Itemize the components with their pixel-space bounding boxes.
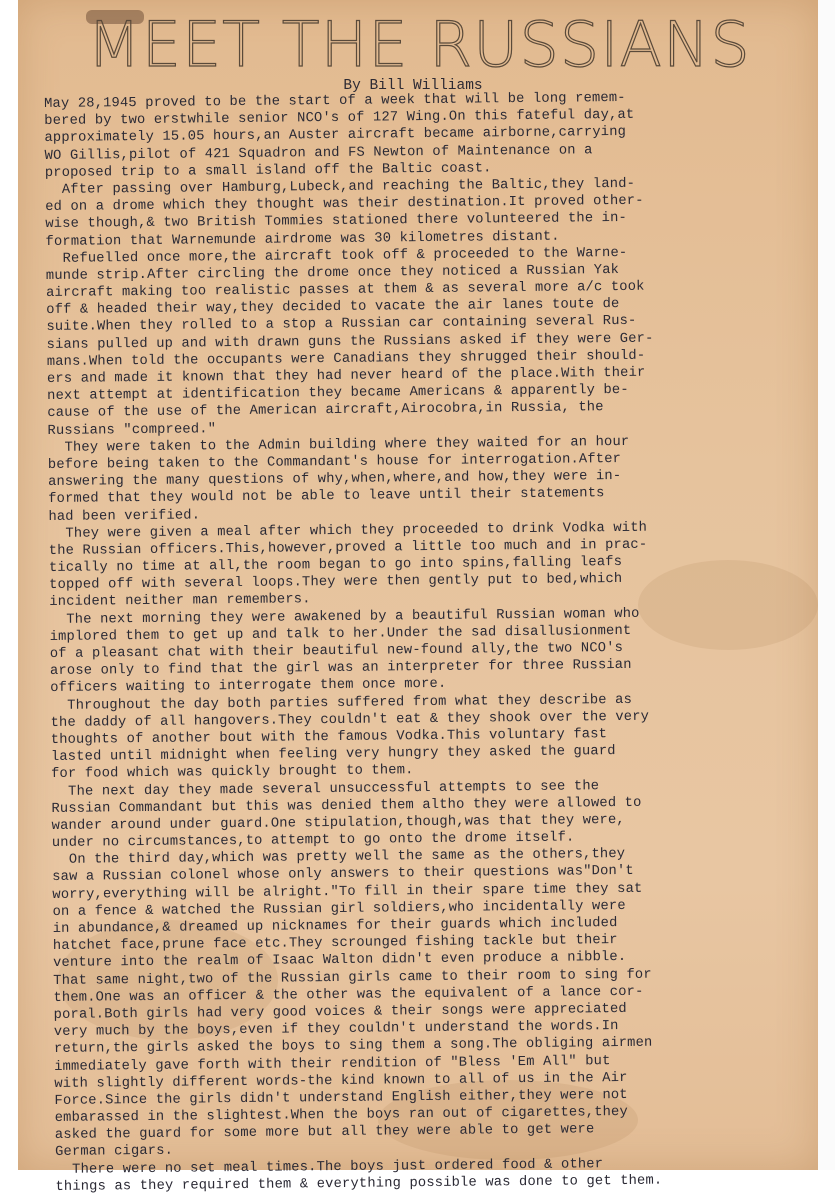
article-line: had been verified. xyxy=(48,507,201,525)
byline: By Bill Williams xyxy=(343,78,483,94)
article-line: ers and made it known that they had never heard of the place.With their xyxy=(46,365,646,387)
article-line: lasted until midnight when feeling very hungry they asked the guard xyxy=(50,744,616,766)
article-line: tically no time at all,the room began to go into spins,falling leafs xyxy=(48,555,623,577)
article-line: The next day they made several unsuccessful attempts to see the xyxy=(51,778,600,800)
article-line: WO Gillis,pilot of 421 Squadron and FS Newton of Maintenance on a xyxy=(44,142,593,164)
article-line: immediately gave forth with their rendition of "Bless 'Em All" but xyxy=(54,1053,611,1075)
article-line: incident neither man remembers. xyxy=(49,592,311,611)
article-line: on a fence & watched the Russian girl soldiers,who incidentally were xyxy=(52,898,626,920)
article-line: After passing over Hamburg,Lubeck,and reaching the Baltic,they land- xyxy=(44,176,636,198)
article-line: Force.Since the girls didn't understand English either,they were not xyxy=(54,1087,628,1109)
article-line: The next morning they were awakened by a beautiful Russian woman who xyxy=(49,606,640,628)
article-line: topped off with several loops.They were then gently put to bed,which xyxy=(49,572,623,594)
article-line: aircraft making too realistic passes at them & as several more a/c took xyxy=(45,279,645,302)
article-line: them.One was an officer & the other was the equivalent of a lance cor- xyxy=(53,984,644,1006)
article-line: in abundance,& dreamed up nicknames for their guards which included xyxy=(52,916,618,937)
article-line: ed on a drome which they thought was their destination.It proved other- xyxy=(45,193,644,216)
article-line: approximately 15.05 hours,an Auster aircraft became airborne,carrying xyxy=(44,125,627,147)
article-line: Russians "compreed." xyxy=(47,421,217,439)
article-line: May 28,1945 proved to be the start of a week that will be long remem- xyxy=(44,90,626,112)
article-line: There were no set meal times.The boys just ordered food & other xyxy=(55,1156,604,1178)
article-line: saw a Russian colonel whose only answers to their questions was"Don't xyxy=(52,864,634,886)
article-line: for food which was quickly brought to them. xyxy=(51,763,414,783)
article-line: worry,everything will be alright."To fill in their spare time they sat xyxy=(52,881,643,903)
article-line: under no circumstances,to attempt to go onto the drome itself. xyxy=(51,830,575,852)
scan-margin xyxy=(818,0,835,1170)
article-line: next attempt at identification they became Americans & apparently be- xyxy=(47,383,629,405)
article-line: They were taken to the Admin building where they waited for an hour xyxy=(47,434,630,456)
article-body xyxy=(44,88,815,1196)
typed-newsletter-page xyxy=(18,0,818,1195)
article-line: Refuelled once more,the aircraft took off & proceeded to the Warne- xyxy=(45,245,628,267)
article-line: They were given a meal after which they proceeded to drink Vodka with xyxy=(48,520,648,542)
article-line: arose only to find that the girl was an interpreter for three Russian xyxy=(49,658,632,680)
article-line: Russian Commandant but this was denied them altho they were allowed to xyxy=(51,795,642,817)
article-line: thoughts of another bout with the famous Vodka.This voluntary fast xyxy=(50,727,608,748)
article-line: bered by two erstwhile senior NCO's of 127 Wing.On this fateful day,at xyxy=(44,108,635,130)
article-line: hatchet face,prune face etc.They scrounged fishing tackle but their xyxy=(52,933,618,955)
article-line: cause of the use of the American aircraft,Airocobra,in Russia, the xyxy=(47,400,604,422)
article-line: That same night,two of the Russian girls came to their room to sing for xyxy=(53,967,652,989)
article-line: officers waiting to interrogate them once more. xyxy=(50,677,447,697)
article-line: embarassed in the slightest.When the boys ran out of cigarettes,they xyxy=(54,1105,628,1127)
article-line: poral.Both girls had very good voices & their songs were appreciated xyxy=(53,1001,627,1023)
article-line: On the third day,which was pretty well the same as the others,they xyxy=(51,847,626,869)
article-line: formed that they would not be able to leave until their statements xyxy=(48,486,605,508)
article-line: return,the girls asked the boys to sing them a song.The obliging airmen xyxy=(53,1035,653,1058)
article-line: proposed trip to a small island off the Baltic coast. xyxy=(44,161,492,181)
article-line: with slightly different words-the kind known to all of us in the Air xyxy=(54,1070,628,1092)
article-line: German cigars. xyxy=(54,1144,174,1161)
article-line: munde strip.After circling the drome once they noticed a Russian Yak xyxy=(45,262,620,284)
article-line: the Russian officers.This,however,proved a little too much and in prac- xyxy=(48,537,648,559)
article-line: before being taken to the Commandant's house for interrogation.After xyxy=(47,451,622,473)
article-line: formation that Warnemunde airdrome was 30 kilometres distant. xyxy=(45,229,560,250)
article-line: Throughout the day both parties suffered from what they describe as xyxy=(50,692,633,714)
headline: MEET THE RUSSIANS xyxy=(87,8,751,81)
article-line: sians pulled up and with drawn guns the Russians asked if they were Ger- xyxy=(46,331,654,353)
article-line: wander around under guard.One stipulation,though,was that they were, xyxy=(51,812,625,834)
article-line: implored them to get up and talk to her.Under the sad disallusionment xyxy=(49,623,632,645)
article-line: things as they required them & everything possible was done to get them. xyxy=(55,1173,663,1195)
article-line: the daddy of all hangovers.They couldn't eat & they shook over the very xyxy=(50,709,650,731)
article-line: off & headed their way,they decided to vacate the air lanes toute de xyxy=(46,297,620,319)
article-line: suite.When they rolled to a stop a Russian car containing several Rus- xyxy=(46,314,637,336)
article-line: mans.When told the occupants were Canadians they shrugged their should- xyxy=(46,348,646,370)
article-line: wise though,& two British Tommies stationed there volunteered the in- xyxy=(45,211,628,233)
article-line: of a pleasant chat with their beautiful new-found ally,the two NCO's xyxy=(49,640,624,662)
article-line: very much by the boys,even if they couldn't understand the words.In xyxy=(53,1019,619,1041)
article-line: answering the many questions of why,when,where,and how,they were in- xyxy=(47,469,622,491)
article-line: asked the guard for some more but all they were able to get were xyxy=(54,1122,595,1144)
article-line: venture into the realm of Isaac Walton didn't even produce a nibble. xyxy=(53,950,627,972)
